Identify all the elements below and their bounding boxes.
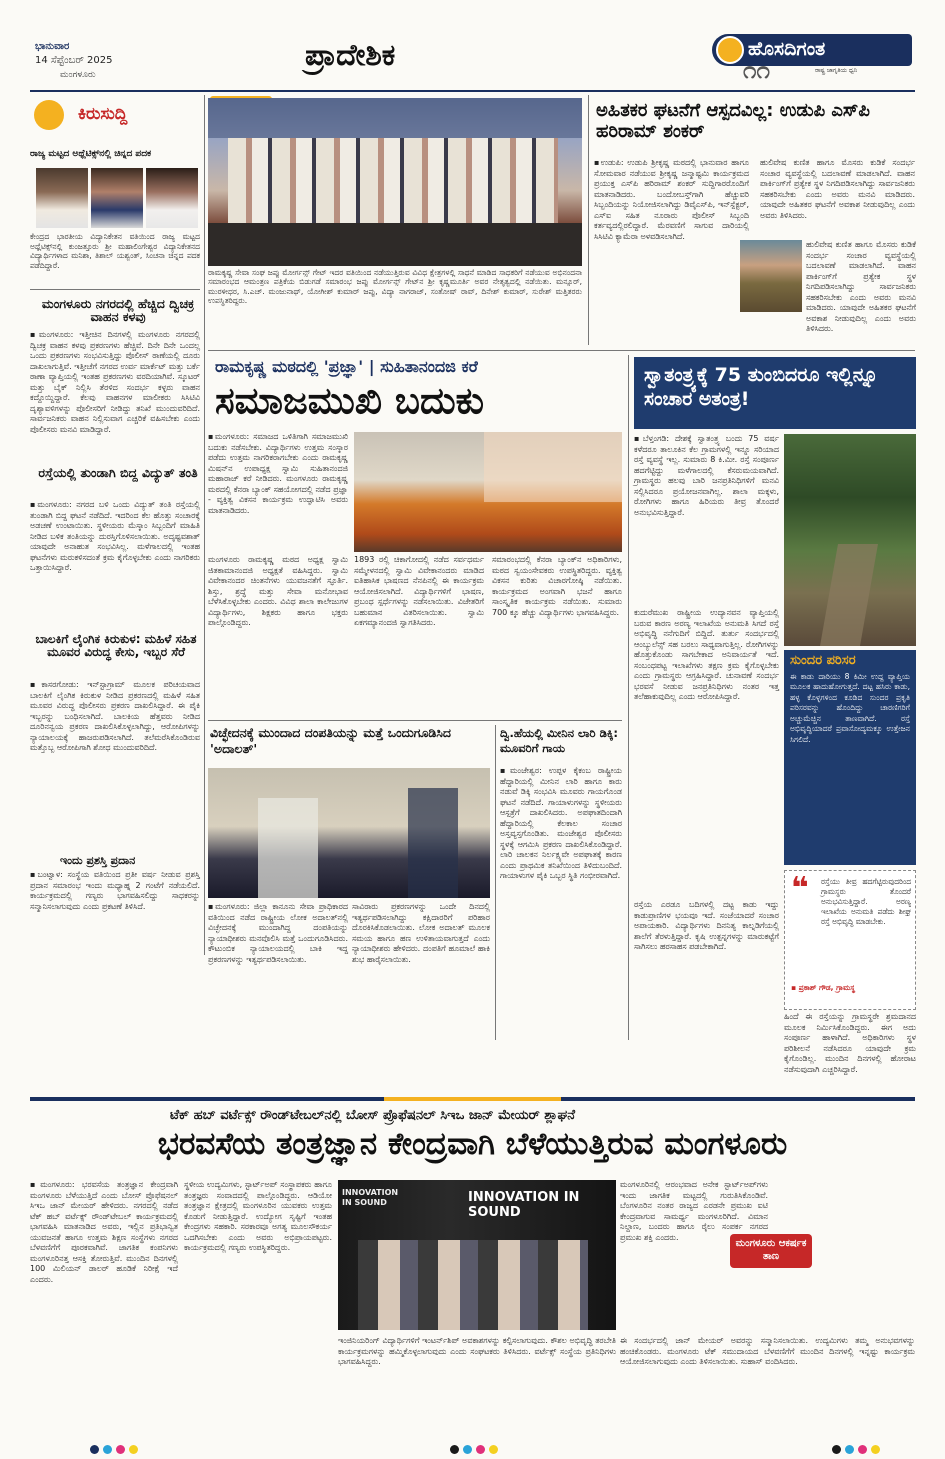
reg-dot xyxy=(476,1445,485,1454)
wire-body: ▪ಮಂಗಳೂರು: ನಗರದ ಬಳಿ ಒಂದು ವಿದ್ಯುತ್ ತಂತಿ ರಸ್ತೆಯಲ್ಲಿ ತುಂಡಾಗಿ ಬಿದ್ದ ಘಟನೆ ನಡೆದಿದೆ. ಇದರಿಂದ ಕೆಲ ಹೊತ್ತು ಸಂಚಾರಕ್ಕೆ ಅಡಚಣೆ ಉಂಟಾಯಿತು. ಸ್ಥಳೀಯರು ಮೆಸ್ಕಾಂ ಸಿಬ್ಬಂದಿಗೆ ಮಾಹಿತಿ ನೀಡಿದ ಬಳಿಕ ತಂತಿಯನ್ನು ದುರಸ್ತಿಗೊಳಿಸಲಾಯಿತು. ಅದೃಷ್ಟವಶಾತ್ ಯಾವುದೇ ಅನಾಹುತ ಸಂಭವಿಸಿಲ್ಲ. ಮಳೆಗಾಲದಲ್ಲಿ ಇಂತಹ ಘಟನೆಗಳು ಮರುಕಳಿಸದಂತೆ ಕ್ರಮ ಕೈಗೊಳ್ಳಬೇಕು ಎಂದು ನಾಗರಿಕರು ಒತ್ತಾಯಿಸಿದ್ದಾರೆ. xyxy=(30,500,200,572)
wire-headline: ರಸ್ತೆಯಲ್ಲಿ ತುಂಡಾಗಿ ಬಿದ್ದ ವಿದ್ಯುತ್ ತಂತಿ xyxy=(38,465,198,480)
swatantrya-body-1: ▪ಬೆಳ್ತಂಗಡಿ: ದೇಶಕ್ಕೆ ಸ್ವಾತಂತ್ರ್ಯ ಬಂದು 75 ವರ್ಷ ಕಳೆದರೂ ತಾಲೂಕಿನ ಕೆಲ ಗ್ರಾಮಗಳಲ್ಲಿ ಇನ್ನೂ ಸರಿಯಾದ ರಸ್ತೆ ವ್ಯವಸ್ಥೆ ಇಲ್ಲ. ಸುಮಾರು 8 ಕಿ.ಮೀ. ರಸ್ತೆ ಸಂಪೂರ್ಣ ಹದಗೆಟ್ಟಿದ್ದು ಮಳೆಗಾಲದಲ್ಲಿ ಕೆಸರುಮಯವಾಗಿದೆ. ಗ್ರಾಮಸ್ಥರು ಹಲವು ಬಾರಿ ಜನಪ್ರತಿನಿಧಿಗಳಿಗೆ ಮನವಿ ಸಲ್ಲಿಸಿದರೂ ಪ್ರಯೋಜನವಾಗಿಲ್ಲ. ಶಾಲಾ ಮಕ್ಕಳು, ರೋಗಿಗಳು ಹಾಗೂ ಹಿರಿಯರು ತೀವ್ರ ತೊಂದರೆ ಅನುಭವಿಸುತ್ತಿದ್ದಾರೆ. xyxy=(634,434,779,517)
harassment-body: ▪ಕಾಸರಗೋಡು: ಇನ್‌ಸ್ಟಾಗ್ರಾಮ್ ಮೂಲಕ ಪರಿಚಯವಾದ ಬಾಲಕಿಗೆ ಲೈಂಗಿಕ ಕಿರುಕುಳ ನೀಡಿದ ಪ್ರಕರಣದಲ್ಲಿ ಮಹಿಳೆ ಸಹಿತ ಮೂವರ ವಿರುದ್ಧ ಪೊಲೀಸರು ಪ್ರಕರಣ ದಾಖಲಿಸಿದ್ದಾರೆ. ಈ ಪೈಕಿ ಇಬ್ಬರನ್ನು ಬಂಧಿಸಲಾಗಿದೆ. ಬಾಲಕಿಯ ಹೆತ್ತವರು ನೀಡಿದ ದೂರಿನನ್ವಯ ಪ್ರಕರಣ ದಾಖಲಿಸಿಕೊಳ್ಳಲಾಗಿದ್ದು, ಆರೋಪಿಗಳನ್ನು ನ್ಯಾಯಾಲಯಕ್ಕೆ ಹಾಜರುಪಡಿಸಲಾಗಿದೆ. ತಲೆಮರೆಸಿಕೊಂಡಿರುವ ಮತ್ತೊಬ್ಬ ಆರೋಪಿಗಾಗಿ ಶೋಧ ಮುಂದುವರಿದಿದೆ. xyxy=(30,680,200,752)
lorry-body: ▪ಮಂಜೇಶ್ವರ: ಉಪ್ಪಳ ಕೈಕಂಬ ರಾಷ್ಟ್ರೀಯ ಹೆದ್ದಾರಿಯಲ್ಲಿ ಮೀನಿನ ಲಾರಿ ಹಾಗೂ ಕಾರು ನಡುವೆ ಡಿಕ್ಕಿ ಸಂಭವಿಸಿ ಮೂವರು ಗಾಯಗೊಂಡ ಘಟನೆ ನಡೆದಿದೆ. ಗಾಯಾಳುಗಳನ್ನು ಸ್ಥಳೀಯರು ಆಸ್ಪತ್ರೆಗೆ ದಾಖಲಿಸಿದರು. ಅಪಘಾತದಿಂದಾಗಿ ಹೆದ್ದಾರಿಯಲ್ಲಿ ಕೆಲಕಾಲ ಸಂಚಾರ ಅಸ್ತವ್ಯಸ್ತಗೊಂಡಿತು. ಮಂಜೇಶ್ವರ ಪೊಲೀಸರು ಸ್ಥಳಕ್ಕೆ ಆಗಮಿಸಿ ಪ್ರಕರಣ ದಾಖಲಿಸಿಕೊಂಡಿದ್ದಾರೆ. ಲಾರಿ ಚಾಲಕನ ನಿರ್ಲಕ್ಷ್ಯವೇ ಅಪಘಾತಕ್ಕೆ ಕಾರಣ ಎಂದು ಪ್ರಾಥಮಿಕ ತನಿಖೆಯಿಂದ ತಿಳಿದುಬಂದಿದೆ. ಗಾಯಾಳುಗಳ ಪೈಕಿ ಒಬ್ಬರ ಸ್ಥಿತಿ ಗಂಭೀರವಾಗಿದೆ. xyxy=(500,766,622,880)
techhub-col-5: ಈ ಸಂದರ್ಭದಲ್ಲಿ ಜಾನ್ ಮೇಯರ್ ಅವರನ್ನು ಸನ್ಮಾನಿಸಲಾಯಿತು. ಉದ್ಯಮಿಗಳು ತಮ್ಮ ಅನುಭವಗಳನ್ನು ಹಂಚಿಕೊಂಡರು. ಮಂಗಳೂರು ಟೆಕ್ ಸಮುದಾಯದ ಬೆಳವಣಿಗೆಗೆ ಮುಂದಿನ ದಿನಗಳಲ್ಲಿ ಇನ್ನಷ್ಟು ಕಾರ್ಯಕ್ರಮ ಆಯೋಜಿಸಲಾಗುವುದು ಎಂದು ತಿಳಿಸಲಾಯಿತು. ಸುಹಾಸ್ ವಂದಿಸಿದರು. xyxy=(620,1336,915,1366)
prajna-headline: ಸಮಾಜಮುಖಿ ಬದುಕು xyxy=(215,379,485,422)
techhub-photo xyxy=(338,1180,616,1330)
prajna-kicker: ರಾಮಕೃಷ್ಣ ಮಠದಲ್ಲಿ 'ಪ್ರಜ್ಞಾ' | ಸುಹಿತಾನಂದಜಿ ಕರೆ xyxy=(215,357,478,376)
udupi-body-3: ಹುಲಿವೇಷ ಕುಣಿತ ಹಾಗೂ ಮೊಸರು ಕುಡಿಕೆ ಸಂದರ್ಭ ಸಂಚಾರ ವ್ಯವಸ್ಥೆಯಲ್ಲಿ ಬದಲಾವಣೆ ಮಾಡಲಾಗಿದೆ. ವಾಹನ ಪಾರ್ಕಿಂಗ್‌ಗೆ ಪ್ರತ್ಯೇಕ ಸ್ಥಳ ನಿಗದಿಪಡಿಸಲಾಗಿದ್ದು ಸಾರ್ವಜನಿಕರು ಸಹಕರಿಸಬೇಕು ಎಂದು ಅವರು ಮನವಿ ಮಾಡಿದರು. ಯಾವುದೇ ಅಹಿತಕರ ಘಟನೆಗೆ ಅವಕಾಶ ನೀಡುವುದಿಲ್ಲ ಎಂದು ಅವರು ತಿಳಿಸಿದರು. xyxy=(806,240,916,333)
athletics-headline: ರಾಜ್ಯ ಮಟ್ಟದ ಅಥ್ಲೆಟಿಕ್ಸ್‌ನಲ್ಲಿ ಚಿನ್ನದ ಪದಕ xyxy=(30,149,152,159)
reg-dot xyxy=(129,1445,138,1454)
reg-dot xyxy=(489,1445,498,1454)
reg-dot xyxy=(450,1445,459,1454)
issue-city: ಮಂಗಳೂರು xyxy=(60,70,96,80)
udupi-headline: ಅಹಿತಕರ ಘಟನೆಗೆ ಆಸ್ಪದವಿಲ್ಲ: ಉಡುಪಿ ಎಸ್‌ಪಿ ಹರಿರಾಮ್ ಶಂಕರ್ xyxy=(596,100,870,142)
sp-portrait xyxy=(740,240,802,312)
reg-dot xyxy=(103,1445,112,1454)
prajna-body-4: ಸಮಾರಂಭದಲ್ಲಿ ಕೆನರಾ ಬ್ಯಾಂಕ್‌ನ ಅಧಿಕಾರಿಗಳು, ಮಠದ ಸ್ವಯಂಸೇವಕರು ಉಪಸ್ಥಿತರಿದ್ದರು. ವ್ಯಕ್ತಿತ್ವ ವಿಕಸನ ಕುರಿತು ವಿಚಾರಗೋಷ್ಠಿ ನಡೆಯಿತು. ಕಾರ್ಯಕ್ರಮದ ಅಂಗವಾಗಿ ಭಜನೆ ಹಾಗೂ ಸಾಂಸ್ಕೃತಿಕ ಕಾರ್ಯಕ್ರಮ ನಡೆಯಿತು. ಸುಮಾರು 700 ಕ್ಕೂ ಹೆಚ್ಚು ವಿದ್ಯಾರ್ಥಿಗಳು ಭಾಗವಹಿಸಿದ್ದರು. xyxy=(492,555,622,617)
athletics-caption: ಕೇಂದ್ರದ ಭಾರತೀಯ ವಿದ್ಯಾನಿಕೇತನ ವತಿಯಿಂದ ರಾಜ್ಯ ಮಟ್ಟದ ಅಥ್ಲೆಟಿಕ್ಸ್‌ನಲ್ಲಿ ಕುಂಜತ್ತೂರು ಶ್ರೀ ಮಹಾಲಿಂಗೇಶ್ವರ ವಿದ್ಯಾನಿಕೇತನದ ವಿದ್ಯಾರ್ಥಿಗಳಾದ ಮನಿಶಾ, ತಿಶಾಲ್ ಯಶ್ವಂತ್, ಸಿಂಚನಾ ಚಿನ್ನದ ಪದಕ ಪಡೆದಿದ್ದಾರೆ. xyxy=(30,232,200,270)
sundara-box xyxy=(784,650,916,865)
kirusuddi-title: ಕಿರುಸುದ್ದಿ xyxy=(78,104,128,124)
prajna-body-2: ಮಂಗಳೂರು ರಾಮಕೃಷ್ಣ ಮಠದ ಅಧ್ಯಕ್ಷ ಸ್ವಾಮಿ ಜಿತಕಾಮಾನಂದಜಿ ಅಧ್ಯಕ್ಷತೆ ವಹಿಸಿದ್ದರು. ಸ್ವಾಮಿ ವಿವೇಕಾನಂದರ ಚಿಂತನೆಗಳು ಯುವಜನತೆಗೆ ಸ್ಫೂರ್ತಿ. ಶಿಸ್ತು, ಶ್ರದ್ಧೆ ಮತ್ತು ಸೇವಾ ಮನೋಭಾವ ಬೆಳೆಸಿಕೊಳ್ಳಬೇಕು ಎಂದರು. ವಿವಿಧ ಶಾಲಾ ಕಾಲೇಜುಗಳ ವಿದ್ಯಾರ್ಥಿಗಳು, ಶಿಕ್ಷಕರು ಹಾಗೂ ಭಕ್ತರು ಪಾಲ್ಗೊಂಡಿದ್ದರು. xyxy=(208,555,348,627)
adalat-body-1: ▪ಮಂಗಳೂರು: ಜಿಲ್ಲಾ ಕಾನೂನು ಸೇವಾ ಪ್ರಾಧಿಕಾರದ ವತಿಯಿಂದ ನಡೆದ ರಾಷ್ಟ್ರೀಯ ಲೋಕ ಅದಾಲತ್‌ನಲ್ಲಿ ವಿಚ್ಛೇದನಕ್ಕೆ ಮುಂದಾಗಿದ್ದ ದಂಪತಿಯನ್ನು ನ್ಯಾಯಾಧೀಶರು ಮನವೊಲಿಸಿ ಮತ್ತೆ ಒಂದುಗೂಡಿಸಿದರು. ಕೌಟುಂಬಿಕ ನ್ಯಾಯಾಲಯದಲ್ಲಿ ಬಾಕಿ ಇದ್ದ ಪ್ರಕರಣಗಳನ್ನು ಇತ್ಯರ್ಥಪಡಿಸಲಾಯಿತು. xyxy=(208,902,348,964)
reg-dot xyxy=(871,1445,880,1454)
reg-dot xyxy=(116,1445,125,1454)
photo-banner-right: INNOVATION IN SOUND xyxy=(468,1190,580,1220)
hand-icon xyxy=(34,100,64,130)
techhub-col-2: ಸ್ಥಳೀಯ ಉದ್ಯಮಿಗಳು, ಸ್ಟಾರ್ಟ್‌ಅಪ್ ಸಂಸ್ಥಾಪಕರು ಹಾಗೂ ತಂತ್ರಜ್ಞರು ಸಂವಾದದಲ್ಲಿ ಪಾಲ್ಗೊಂಡಿದ್ದರು. ಆಡಿಯೋ ತಂತ್ರಜ್ಞಾನ ಕ್ಷೇತ್ರದಲ್ಲಿ ಮಂಗಳೂರಿನ ಯುವಕರು ಉತ್ತಮ ಕೊಡುಗೆ ನೀಡುತ್ತಿದ್ದಾರೆ. ಉದ್ಯೋಗ ಸೃಷ್ಟಿಗೆ ಇಂತಹ ಕೇಂದ್ರಗಳು ಸಹಕಾರಿ. ಸರಕಾರವೂ ಅಗತ್ಯ ಮೂಲಸೌಕರ್ಯ ಒದಗಿಸಬೇಕು ಎಂದು ಅವರು ಅಭಿಪ್ರಾಯಪಟ್ಟರು. ಕಾರ್ಯಕ್ರಮದಲ್ಲಿ ಗಣ್ಯರು ಉಪಸ್ಥಿತರಿದ್ದರು. xyxy=(184,1180,332,1252)
brand-name: ಹೊಸದಿಗಂತ xyxy=(748,38,826,60)
reg-dot xyxy=(463,1445,472,1454)
prajna-body-1: ▪ಮಂಗಳೂರು: ಸಮಾಜದ ಒಳಿತಿಗಾಗಿ ಸಮಾಜಮುಖಿ ಬದುಕು ನಡೆಸಬೇಕು. ವಿದ್ಯಾರ್ಥಿಗಳು ಉತ್ತಮ ಸಂಸ್ಕಾರ ಪಡೆದು ಉತ್ತಮ ನಾಗರಿಕರಾಗಬೇಕು ಎಂದು ರಾಮಕೃಷ್ಣ ಮಿಷನ್‌ನ ಉಪಾಧ್ಯಕ್ಷ ಸ್ವಾಮಿ ಸುಹಿತಾನಂದಜಿ ಮಹಾರಾಜ್ ಕರೆ ನೀಡಿದರು. ಮಂಗಳೂರು ರಾಮಕೃಷ್ಣ ಮಠದಲ್ಲಿ ಕೆನರಾ ಬ್ಯಾಂಕ್ ಸಹಯೋಗದಲ್ಲಿ ನಡೆದ ಪ್ರಜ್ಞಾ - ವ್ಯಕ್ತಿತ್ವ ವಿಕಸನ ಕಾರ್ಯಕ್ರಮ ಉದ್ಘಾಟಿಸಿ ಅವರು ಮಾತನಾಡಿದರು. xyxy=(208,432,348,515)
kirusuddi-badge xyxy=(30,98,200,134)
techhub-col-4: ಇಂಜಿನಿಯರಿಂಗ್ ವಿದ್ಯಾರ್ಥಿಗಳಿಗೆ ಇಂಟರ್ನ್‌ಶಿಪ್ ಅವಕಾಶಗಳನ್ನು ಕಲ್ಪಿಸಲಾಗುವುದು. ಕೌಶಲ ಅಭಿವೃದ್ಧಿ ತರಬೇತಿ ಕಾರ್ಯಕ್ರಮಗಳನ್ನು ಹಮ್ಮಿಕೊಳ್ಳಲಾಗುವುದು ಎಂದು ಸಂಘಟಕರು ತಿಳಿಸಿದರು. ವರ್ಟೆಕ್ಸ್ ಸಂಸ್ಥೆಯ ಪ್ರತಿನಿಧಿಗಳು ಭಾಗವಹಿಸಿದ್ದರು. xyxy=(338,1336,616,1366)
techhub-headline: ಭರವಸೆಯ ತಂತ್ರಜ್ಞಾನ ಕೇಂದ್ರವಾಗಿ ಬೆಳೆಯುತ್ತಿರುವ ಮಂಗಳೂರು xyxy=(157,1126,788,1162)
adalat-headline: ವಿಚ್ಛೇದನಕ್ಕೆ ಮುಂದಾದ ದಂಪತಿಯನ್ನು ಮತ್ತೆ ಒಂದುಗೂಡಿಸಿದ 'ಅದಾಲತ್' xyxy=(210,725,452,756)
prajna-body-3: 1893 ರಲ್ಲಿ ಚಿಕಾಗೋದಲ್ಲಿ ನಡೆದ ಸರ್ವಧರ್ಮ ಸಮ್ಮೇಳನದಲ್ಲಿ ಸ್ವಾಮಿ ವಿವೇಕಾನಂದರು ಮಾಡಿದ ಐತಿಹಾಸಿಕ ಭಾಷಣದ ನೆನಪಿನಲ್ಲಿ ಈ ಕಾರ್ಯಕ್ರಮ ಆಯೋಜಿಸಲಾಗಿದೆ. ವಿದ್ಯಾರ್ಥಿಗಳಿಗೆ ಭಾಷಣ, ಪ್ರಬಂಧ ಸ್ಪರ್ಧೆಗಳನ್ನು ನಡೆಸಲಾಯಿತು. ವಿಜೇತರಿಗೆ ಬಹುಮಾನ ವಿತರಿಸಲಾಯಿತು. ಸ್ವಾಮಿ ಏಕಗಮ್ಯಾನಂದಜಿ ಸ್ವಾಗತಿಸಿದರು. xyxy=(354,555,484,627)
issue-date: 14 ಸೆಪ್ಟೆಂಬರ್ 2025 xyxy=(35,55,113,66)
mangaluru-tag: ಮಂಗಳೂರು ಆಕರ್ಷಕ ತಾಣ xyxy=(730,1234,812,1268)
techhub-col-1: ▪ಮಂಗಳೂರು: ಭರವಸೆಯ ತಂತ್ರಜ್ಞಾನ ಕೇಂದ್ರವಾಗಿ ಮಂಗಳೂರು ಬೆಳೆಯುತ್ತಿದೆ ಎಂದು ಬೋಸ್ ಪ್ರೊಫೆಷನಲ್ ಸಿಇಒ ಜಾನ್ ಮೇಯರ್ ಹೇಳಿದರು. ನಗರದಲ್ಲಿ ನಡೆದ ಟೆಕ್ ಹಬ್ ವರ್ಟೆಕ್ಸ್ ರೌಂಡ್‌ಟೇಬಲ್ ಕಾರ್ಯಕ್ರಮದಲ್ಲಿ ಭಾಗವಹಿಸಿ ಮಾತನಾಡಿದ ಅವರು, ಇಲ್ಲಿನ ಪ್ರತಿಭಾನ್ವಿತ ಯುವಜನತೆ ಹಾಗೂ ಉತ್ತಮ ಶಿಕ್ಷಣ ಸಂಸ್ಥೆಗಳು ನಗರದ ಬೆಳವಣಿಗೆಗೆ ಪೂರಕವಾಗಿವೆ. ಜಾಗತಿಕ ಕಂಪನಿಗಳು ಮಂಗಳೂರಿನತ್ತ ಆಸಕ್ತಿ ತೋರುತ್ತಿವೆ. ಮುಂದಿನ ದಿನಗಳಲ್ಲಿ 100 ಮಿಲಿಯನ್ ಡಾಲರ್ ಹೂಡಿಕೆ ನಿರೀಕ್ಷೆ ಇದೆ ಎಂದರು. xyxy=(30,1180,178,1284)
vehicle-theft-headline: ಮಂಗಳೂರು ನಗರದಲ್ಲಿ ಹೆಚ್ಚಿದ ದ್ವಿಚಕ್ರ ವಾಹನ ಕಳವು xyxy=(41,296,195,325)
udupi-body-1: ▪ಉಡುಪಿ: ಉಡುಪಿ ಶ್ರೀಕೃಷ್ಣ ಮಠದಲ್ಲಿ ಭಾನುವಾರ ಹಾಗೂ ಸೋಮವಾರ ನಡೆಯುವ ಶ್ರೀಕೃಷ್ಣ ಜನ್ಮಾಷ್ಟಮಿ ಕಾರ್ಯಕ್ರಮದ ಪ್ರಯುಕ್ತ ಎಸ್‌ಪಿ ಹರಿರಾಮ್ ಶಂಕರ್ ಸುದ್ದಿಗಾರರೊಂದಿಗೆ ಮಾತನಾಡಿದರು. ಬಂದೋಬಸ್ತ್‌ಗಾಗಿ ಹೆಚ್ಚುವರಿ ಸಿಬ್ಬಂದಿಯನ್ನು ನಿಯೋಜಿಸಲಾಗಿದ್ದು ಡಿವೈಎಸ್‌ಪಿ, ಇನ್‌ಸ್ಪೆಕ್ಟರ್, ಎಸ್‌ಐ ಸಹಿತ ನೂರಾರು ಪೊಲೀಸ್ ಸಿಬ್ಬಂದಿ ಕರ್ತವ್ಯದಲ್ಲಿರಲಿದ್ದಾರೆ. ಮೆರವಣಿಗೆ ಸಾಗುವ ದಾರಿಯಲ್ಲಿ ಸಿಸಿಟಿವಿ ಕ್ಯಾಮೆರಾ ಅಳವಡಿಸಲಾಗಿದೆ. xyxy=(594,158,749,241)
page-number: ೧೧ xyxy=(743,56,770,84)
udupi-body-2: ಹುಲಿವೇಷ ಕುಣಿತ ಹಾಗೂ ಮೊಸರು ಕುಡಿಕೆ ಸಂದರ್ಭ ಸಂಚಾರ ವ್ಯವಸ್ಥೆಯಲ್ಲಿ ಬದಲಾವಣೆ ಮಾಡಲಾಗಿದೆ. ವಾಹನ ಪಾರ್ಕಿಂಗ್‌ಗೆ ಪ್ರತ್ಯೇಕ ಸ್ಥಳ ನಿಗದಿಪಡಿಸಲಾಗಿದ್ದು ಸಾರ್ವಜನಿಕರು ಸಹಕರಿಸಬೇಕು ಎಂದು ಅವರು ಮನವಿ ಮಾಡಿದರು. ಯಾವುದೇ ಅಹಿತಕರ ಘಟನೆಗೆ ಅವಕಾಶ ನೀಡುವುದಿಲ್ಲ ಎಂದು ಅವರು ತಿಳಿಸಿದರು. xyxy=(760,158,915,220)
swatantrya-banner: ಸ್ವಾತಂತ್ರ್ಯಕ್ಕೆ 75 ತುಂಬಿದರೂ ಇಲ್ಲಿನ್ನೂ ಸಂಚಾರ ಅತಂತ್ರ! xyxy=(634,357,916,429)
harassment-headline: ಬಾಲಕಿಗೆ ಲೈಂಗಿಕ ಕಿರುಕುಳ: ಮಹಿಳೆ ಸಹಿತ ಮೂವರ ವಿರುದ್ಧ ಕೇಸು, ಇಬ್ಬರ ಸೆರೆ xyxy=(35,632,197,659)
athletes-photo xyxy=(34,168,200,228)
quote-box xyxy=(784,870,916,1010)
issue-day: ಭಾನುವಾರ xyxy=(35,41,70,52)
award-body: ▪ಬಂಟ್ವಾಳ: ಸಂಸ್ಥೆಯ ವತಿಯಿಂದ ಪ್ರತೀ ವರ್ಷ ನೀಡುವ ಪ್ರಶಸ್ತಿ ಪ್ರದಾನ ಸಮಾರಂಭ ಇಂದು ಮಧ್ಯಾಹ್ನ 2 ಗಂಟೆಗೆ ನಡೆಯಲಿದೆ. ಕಾರ್ಯಕ್ರಮದಲ್ಲಿ ಗಣ್ಯರು ಭಾಗವಹಿಸಲಿದ್ದು ಸಾಧಕರನ್ನು ಸನ್ಮಾನಿಸಲಾಗುವುದು ಎಂದು ಪ್ರಕಟಣೆ ತಿಳಿಸಿದೆ. xyxy=(30,870,200,911)
brand-tagline: ರಾಷ್ಟ್ರ ಜಾಗೃತಿಯ ಧ್ವನಿ xyxy=(815,67,858,74)
swatantrya-body-3: ರಸ್ತೆಯ ಎರಡೂ ಬದಿಗಳಲ್ಲಿ ದಟ್ಟ ಕಾಡು ಇದ್ದು ಕಾಡುಪ್ರಾಣಿಗಳ ಭಯವೂ ಇದೆ. ಸಂಜೆಯಾದರೆ ಸಂಚಾರ ಅಪಾಯಕಾರಿ. ವಿದ್ಯಾರ್ಥಿಗಳು ದಿನನಿತ್ಯ ಕಾಲ್ನಡಿಗೆಯಲ್ಲಿ ಶಾಲೆಗೆ ತೆರಳುತ್ತಿದ್ದಾರೆ. ಕೃಷಿ ಉತ್ಪನ್ನಗಳನ್ನು ಮಾರುಕಟ್ಟೆಗೆ ಸಾಗಿಸಲು ಹರಸಾಹಸ ಪಡಬೇಕಾಗಿದೆ. xyxy=(634,900,779,951)
forest-road-photo xyxy=(784,434,916,646)
prajna-photo xyxy=(354,432,622,552)
reg-dot xyxy=(845,1445,854,1454)
color-bar xyxy=(30,1097,915,1101)
release-caption: ರಾಮಕೃಷ್ಣ ಸೇವಾ ಸಂಘ ಜಪ್ಪು ಮೋರ್ಗನ್ಸ್ ಗೇಟ್ ಇದರ ವತಿಯಿಂದ ನಡೆಯುತ್ತಿರುವ ವಿವಿಧ ಕ್ಷೇತ್ರಗಳಲ್ಲಿ ಸಾಧನೆ ಮಾಡಿದ ಸಾಧಕರಿಗೆ ನಡೆಯುವ ಅಭಿನಂದನಾ ಸಮಾರಂಭದ ಆಮಂತ್ರಣ ಪತ್ರಿಕೆಯ ಬಿಡುಗಡೆ ಸಮಾರಂಭ ಜಪ್ಪು ಮೋರ್ಗನ್ಸ್ ಗೇಟ್‌ನ ಶ್ರೀ ಕೃಷ್ಣಮೂರ್ತಿ ಅವರ ನೇತೃತ್ವದಲ್ಲಿ ನಡೆಯಿತು. ಮನ್ಸೂರ್, ಮುರಳೀಧರ, ಸಿ.ಎಚ್. ಮಂಜುನಾಥ್, ಯೋಗೀಶ್ ಕುಮಾರ್ ಜಪ್ಪು, ವಿದ್ಯಾ ನಾಗರಾಜ್, ಸಂತೋಷ್ ರಾವ್, ದಿನೇಶ್ ಕುಮಾರ್, ಸುರೇಶ್ ಮತ್ತಿತರರು ಉಪಸ್ಥಿತರಿದ್ದರು. xyxy=(208,268,582,305)
techhub-kicker: ಟೆಕ್ ಹಬ್ ವರ್ಟೆಕ್ಸ್ ರೌಂಡ್‌ಟೇಬಲ್‌ನಲ್ಲಿ ಬೋಸ್ ಪ್ರೊಫೆಷನಲ್ ಸಿಇಒ ಜಾನ್ ಮೇಯರ್ ಶ್ಲಾಘನೆ xyxy=(170,1108,576,1123)
quote-icon: ❝ xyxy=(791,871,809,906)
lorry-headline: ದ್ವಿ.ಹೆಯಲ್ಲಿ ಮೀನಿನ ಲಾರಿ ಡಿಕ್ಕಿ: ಮೂವರಿಗೆ ಗಾಯ xyxy=(500,726,618,755)
reg-dot xyxy=(90,1445,99,1454)
award-headline: ಇಂದು ಪ್ರಶಸ್ತಿ ಪ್ರದಾನ xyxy=(60,854,136,867)
swatantrya-body-2: ಕುದುರೆಮುಖ ರಾಷ್ಟ್ರೀಯ ಉದ್ಯಾನವನ ವ್ಯಾಪ್ತಿಯಲ್ಲಿ ಬರುವ ಕಾರಣ ಅರಣ್ಯ ಇಲಾಖೆಯ ಅನುಮತಿ ಸಿಗದೆ ರಸ್ತೆ ಅಭಿವೃದ್ಧಿ ನನೆಗುದಿಗೆ ಬಿದ್ದಿದೆ. ತುರ್ತು ಸಂದರ್ಭದಲ್ಲಿ ಆಂಬ್ಯುಲೆನ್ಸ್ ಸಹ ಬರಲು ಸಾಧ್ಯವಾಗುತ್ತಿಲ್ಲ. ರೋಗಿಗಳನ್ನು ಹೊತ್ತುಕೊಂಡು ಸಾಗಬೇಕಾದ ಅನಿವಾರ್ಯತೆ ಇದೆ. ಸಂಬಂಧಪಟ್ಟ ಇಲಾಖೆಗಳು ತಕ್ಷಣ ಕ್ರಮ ಕೈಗೊಳ್ಳಬೇಕು ಎಂದು ಗ್ರಾಮಸ್ಥರು ಆಗ್ರಹಿಸಿದ್ದಾರೆ. ಚುನಾವಣೆ ಸಂದರ್ಭ ಭರವಸೆ ನೀಡುವ ಜನಪ್ರತಿನಿಧಿಗಳು ನಂತರ ಇತ್ತ ತಲೆಹಾಕುವುದಿಲ್ಲ ಎಂದು ಆರೋಪಿಸಿದ್ದಾರೆ. xyxy=(634,608,779,701)
masthead xyxy=(0,0,945,92)
release-photo xyxy=(208,98,582,266)
techhub-col-3: ಮಂಗಳೂರಿನಲ್ಲಿ ಆರಂಭವಾದ ಅನೇಕ ಸ್ಟಾರ್ಟ್‌ಅಪ್‌ಗಳು ಇಂದು ಜಾಗತಿಕ ಮಟ್ಟದಲ್ಲಿ ಗುರುತಿಸಿಕೊಂಡಿವೆ. ಬೆಂಗಳೂರಿನ ನಂತರ ರಾಜ್ಯದ ಎರಡನೇ ಪ್ರಮುಖ ಐಟಿ ಕೇಂದ್ರವಾಗುವ ಸಾಮರ್ಥ್ಯ ಮಂಗಳೂರಿಗಿದೆ. ವಿಮಾನ ನಿಲ್ದಾಣ, ಬಂದರು ಹಾಗೂ ರೈಲು ಸಂಪರ್ಕ ನಗರದ ಪ್ರಮುಖ ಶಕ್ತಿ ಎಂದರು. xyxy=(620,1180,768,1242)
quote-author: ▪ ಪ್ರಕಾಶ್ ಗೌಡ, ಗ್ರಾಮಸ್ಥ xyxy=(791,983,855,992)
quote-body: ರಸ್ತೆಯು ತೀವ್ರ ಹದಗೆಟ್ಟಿರುವುದರಿಂದ ಗ್ರಾಮಸ್ಥರು ತೊಂದರೆ ಅನುಭವಿಸುತ್ತಿದ್ದಾರೆ. ಅರಣ್ಯ ಇಲಾಖೆಯ ಅನುಮತಿ ಪಡೆದು ಶೀಘ್ರ ರಸ್ತೆ ಅಭಿವೃದ್ಧಿ ಮಾಡಬೇಕು. xyxy=(821,877,911,926)
reg-dot xyxy=(858,1445,867,1454)
vehicle-theft-body: ▪ಮಂಗಳೂರು: ಇತ್ತೀಚಿನ ದಿನಗಳಲ್ಲಿ ಮಂಗಳೂರು ನಗರದಲ್ಲಿ ದ್ವಿಚಕ್ರ ವಾಹನ ಕಳವು ಪ್ರಕರಣಗಳು ಹೆಚ್ಚಿವೆ. ದಿನೇ ದಿನೇ ಒಂದಲ್ಲ ಒಂದು ಪ್ರಕರಣಗಳು ಸಂಭವಿಸುತ್ತಿದ್ದು ಪೊಲೀಸ್ ಠಾಣೆಯಲ್ಲಿ ದೂರು ದಾಖಲಾಗುತ್ತಿವೆ. ಇತ್ತೀಚೆಗೆ ನಗರದ ಉರ್ವ ಮಾರ್ಕೆಟ್ ಮತ್ತು ಬರ್ಕೆ ಠಾಣಾ ವ್ಯಾಪ್ತಿಯಲ್ಲಿ ಇಂತಹ ಪ್ರಕರಣಗಳು ವರದಿಯಾಗಿವೆ. ಸ್ಕೂಟರ್ ಮತ್ತು ಬೈಕ್ ನಿಲ್ಲಿಸಿ ತೆರಳಿದ ಸಂದರ್ಭ ಕಳ್ಳರು ವಾಹನ ಕದ್ದೊಯ್ದಿದ್ದಾರೆ. ಕೆಲವು ವಾಹನಗಳ ಮಾಲೀಕರು ಸಿಸಿಟಿವಿ ದೃಶ್ಯಾವಳಿಗಳನ್ನು ಪೊಲೀಸರಿಗೆ ನೀಡಿದ್ದು ತನಿಖೆ ಮುಂದುವರಿದಿದೆ. ಸಾರ್ವಜನಿಕರು ವಾಹನ ನಿಲ್ಲಿಸುವಾಗ ಎಚ್ಚರಿಕೆ ವಹಿಸಬೇಕು ಎಂದು ಪೊಲೀಸರು ಮನವಿ ಮಾಡಿದ್ದಾರೆ. xyxy=(30,330,200,434)
adalat-body-2: ಸಾವಿರಾರು ಪ್ರಕರಣಗಳನ್ನು ಒಂದೇ ದಿನದಲ್ಲಿ ಇತ್ಯರ್ಥಪಡಿಸಲಾಗಿದ್ದು ಕಕ್ಷಿದಾರರಿಗೆ ಪರಿಹಾರ ದೊರಕಿಸಿಕೊಡಲಾಯಿತು. ಲೋಕ ಅದಾಲತ್ ಮೂಲಕ ಸಮಯ ಹಾಗೂ ಹಣ ಉಳಿತಾಯವಾಗುತ್ತದೆ ಎಂದು ನ್ಯಾಯಾಧೀಶರು ಹೇಳಿದರು. ದಂಪತಿಗೆ ಹೂಮಾಲೆ ಹಾಕಿ ಶುಭ ಹಾರೈಸಲಾಯಿತು. xyxy=(352,902,490,964)
reg-dot xyxy=(832,1445,841,1454)
adalat-photo xyxy=(208,768,490,898)
sundara-body: ಈ ಕಾಡು ದಾರಿಯು 8 ಕಿಮೀ ಉದ್ದ ವ್ಯಾಪ್ತಿಯ ಮೂಲಕ ಹಾದುಹೋಗುತ್ತದೆ. ದಟ್ಟ ಹಸಿರು ಕಾಡು, ಹಳ್ಳ ಕೊಳ್ಳಗಳಿಂದ ಕೂಡಿದ ಸುಂದರ ಪ್ರಕೃತಿ ಪರಿಸರವನ್ನು ಹೊಂದಿದ್ದು ಚಾರಣಿಗರಿಗೆ ಅಚ್ಚುಮೆಚ್ಚಿನ ತಾಣವಾಗಿದೆ. ರಸ್ತೆ ಅಭಿವೃದ್ಧಿಯಾದರೆ ಪ್ರವಾಸೋದ್ಯಮಕ್ಕೂ ಉತ್ತೇಜನ ಸಿಗಲಿದೆ. xyxy=(790,671,910,744)
photo-banner-left: INNOVATION IN SOUND xyxy=(342,1188,399,1207)
masthead-rule xyxy=(30,90,915,92)
sundara-title: ಸುಂದರ ಪರಿಸರ xyxy=(790,653,856,668)
brand-logo-icon xyxy=(716,36,744,64)
section-title: ಪ್ರಾದೇಶಿಕ xyxy=(305,38,396,73)
swatantrya-body-4: ಹಿಂದೆ ಈ ರಸ್ತೆಯನ್ನು ಗ್ರಾಮಸ್ಥರೇ ಶ್ರಮದಾನದ ಮೂಲಕ ನಿರ್ಮಿಸಿಕೊಂಡಿದ್ದರು. ಈಗ ಅದು ಸಂಪೂರ್ಣ ಹಾಳಾಗಿದೆ. ಅಧಿಕಾರಿಗಳು ಸ್ಥಳ ಪರಿಶೀಲನೆ ನಡೆಸಿದರೂ ಯಾವುದೇ ಕ್ರಮ ಕೈಗೊಂಡಿಲ್ಲ. ಮುಂದಿನ ದಿನಗಳಲ್ಲಿ ಹೋರಾಟ ನಡೆಸುವುದಾಗಿ ಎಚ್ಚರಿಸಿದ್ದಾರೆ. xyxy=(784,1012,916,1074)
